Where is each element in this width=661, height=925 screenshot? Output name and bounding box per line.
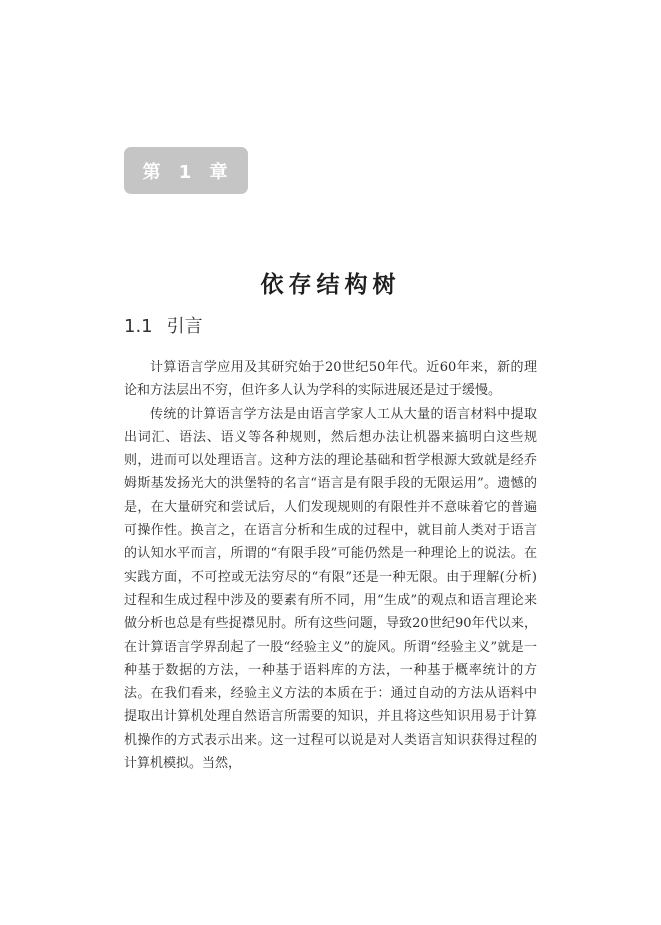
chapter-label: 第 1 章 [142,161,234,183]
paragraph: 计算语言学应用及其研究始于20世纪50年代。近60年来，新的理论和方法层出不穷，但许多人认为学科的实际进展还是过于缓慢。 [124,360,537,399]
section-title: 引言 [166,316,203,337]
chapter-badge [124,147,248,194]
body-text [124,356,537,775]
section-heading [124,312,203,338]
section-number: 1.1 [124,316,153,337]
paragraph: 传统的计算语言学方法是由语言学家人工从大量的语言材料中提取出词汇、语法、语义等各种规则，然后想办法让机器来搞明白这些规则，进而可以处理语言。这种方法的理论基础和哲学根源大致就是经乔姆斯基发扬光大的洪堡特的名言“语言是有限手段的无限运用”。遗憾的是，在大量研究和尝试后，人们发现规则的有限性并不意味着它的普遍可操作性。换言之，在语言分析和生成的过程中，就目前人类对于语言的认知水平而言，所谓的“有限手段”可能仍然是一种理论上的说法。在实践方面，不可控或无法穷尽的“有限”还是一种无限。由于理解(分析)过程和生成过程中涉及的要素有所不同，用“生成”的观点和语言理论来做分析也总是有些捉襟见肘。所有这些问题，导致20世纪90年代以来，在计算语言学界刮起了一股“经验主义”的旋风。所谓“经验主义”就是一种基于数据的方法，一种基于语料库的方法，一种基于概率统计的方法。在我们看来，经验主义方法的本质在于：通过自动的方法从语料中提取出计算机处理自然语言所需要的知识，并且将这些知识用易于计算机操作的方式表示出来。这一过程可以说是对人类语言知识获得过程的计算机模拟。当然， [124,406,537,772]
chapter-title: 依存结构树 [260,271,401,298]
